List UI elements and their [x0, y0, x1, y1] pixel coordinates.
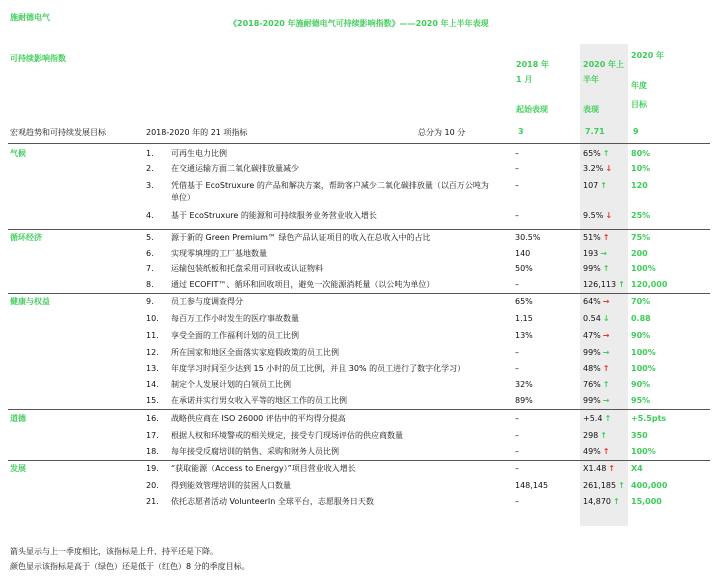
current-value-cell — [583, 480, 625, 492]
indicator-name: 在交通运输方面二氧化碳排放量减少 — [171, 164, 299, 173]
target-value: 100% — [631, 264, 656, 273]
table-row — [0, 296, 722, 310]
start-value: – — [515, 364, 519, 373]
current-value-cell — [583, 279, 625, 291]
divider-circular — [8, 229, 710, 230]
target-value: 80% — [631, 149, 651, 158]
start-value: 1.15 — [515, 314, 533, 323]
col-header-2020-line2: 半年 — [583, 75, 599, 84]
target-value: 75% — [631, 233, 651, 242]
indicator-number: 4. — [146, 211, 154, 220]
col-header-target — [631, 48, 664, 112]
brand-name: 施耐德电气 — [10, 13, 50, 22]
indicator-number: 15. — [146, 396, 159, 405]
start-value: – — [515, 414, 519, 423]
table-row — [0, 395, 722, 409]
indicator-name: 战略供应商在 ISO 26000 评估中的平均得分提高 — [171, 414, 346, 423]
indicator-number: 20. — [146, 481, 159, 490]
table-row — [0, 248, 722, 262]
summary-current-score: 7.71 — [585, 127, 605, 136]
indicator-name: 依托志愿者活动 VolunteerIn 全球平台，志愿服务日天数 — [171, 497, 374, 506]
current-value-cell — [583, 363, 609, 375]
indicator-number: 7. — [146, 264, 154, 273]
trend-arrow-icon: → — [602, 331, 610, 340]
current-value-cell — [583, 379, 609, 391]
section-title: 可持续影响指数 — [10, 54, 66, 63]
trend-arrow-icon: ↑ — [600, 431, 607, 440]
table-row — [0, 413, 722, 427]
current-value-cell — [583, 395, 609, 407]
table-row — [0, 232, 722, 246]
trend-arrow-icon: ↑ — [602, 264, 610, 273]
indicator-number: 6. — [146, 249, 154, 258]
indicator-number: 9. — [146, 297, 154, 306]
category-label: 循环经济 — [10, 233, 42, 242]
summary-target-score: 9 — [633, 127, 639, 136]
table-row — [0, 463, 722, 477]
current-value: X1.48 — [583, 464, 607, 473]
trend-arrow-icon: → — [602, 297, 610, 306]
table-row — [0, 330, 722, 344]
trend-arrow-icon: ↑ — [618, 280, 625, 289]
target-value: 0.88 — [631, 314, 651, 323]
table-row — [0, 430, 722, 444]
start-value: – — [515, 181, 519, 190]
current-value-cell — [583, 446, 609, 458]
start-value: 13% — [515, 331, 533, 340]
trend-arrow-icon: ↑ — [602, 380, 610, 389]
indicator-number: 11. — [146, 331, 159, 340]
indicator-name: 源于新的 Green Premium™ 绿色产品认证项目的收入在总收入中的占比 — [171, 233, 431, 242]
indicator-name: 在承诺并实行男女收入平等的地区工作的员工比例 — [171, 396, 347, 405]
indicator-number: 14. — [146, 380, 159, 389]
indicator-number: 16. — [146, 414, 159, 423]
indicator-number: 21. — [146, 497, 159, 506]
divider-ethics — [8, 409, 710, 410]
trend-arrow-icon: ↑ — [613, 497, 620, 506]
current-value: 48% — [583, 364, 601, 373]
target-value: 95% — [631, 396, 651, 405]
current-value-cell — [583, 248, 607, 260]
target-value: 350 — [631, 431, 648, 440]
table-row — [0, 313, 722, 327]
current-value: 47% — [583, 331, 601, 340]
indicator-name: 根据人权和环境警戒的相关规定，接受专门现场评估的供应商数量 — [171, 431, 403, 440]
current-value: 261,185 — [583, 481, 617, 490]
current-value: 193 — [583, 249, 599, 258]
category-label: 发展 — [10, 464, 26, 473]
current-value: 298 — [583, 431, 599, 440]
category-label: 道德 — [10, 414, 26, 423]
target-value: 200 — [631, 249, 648, 258]
current-value: 64% — [583, 297, 601, 306]
indicator-number: 5. — [146, 233, 154, 242]
target-value: 120 — [631, 181, 648, 190]
table-row — [0, 446, 722, 460]
indicator-name: 员工参与度调查得分 — [171, 297, 243, 306]
divider-climate — [8, 143, 710, 144]
start-value: – — [515, 431, 519, 440]
current-value-cell — [583, 313, 610, 325]
indicator-name: 制定个人发展计划的白领员工比例 — [171, 380, 291, 389]
category-label: 健康与权益 — [10, 297, 50, 306]
indicator-number: 2. — [146, 164, 154, 173]
table-row — [0, 347, 722, 361]
col-header-2018-line1: 2018 年 — [516, 60, 550, 69]
indicator-number: 10. — [146, 314, 159, 323]
table-row — [0, 148, 722, 162]
target-value: 25% — [631, 211, 651, 220]
indicator-name: 实现零填埋的工厂基地数量 — [171, 249, 267, 258]
target-value: 100% — [631, 364, 656, 373]
current-value: 76% — [583, 380, 601, 389]
indicator-name: 通过 ECOFIT™、循环和回收项目，避免一次能源消耗量（以公吨为单位） — [171, 280, 435, 289]
summary-total: 总分为 10 分 — [418, 128, 466, 137]
current-value-cell — [583, 263, 609, 275]
start-value: – — [515, 280, 519, 289]
table-row — [0, 163, 722, 177]
current-value-cell — [583, 463, 615, 475]
current-value: +5.4 — [583, 414, 603, 423]
trend-arrow-icon: ↓ — [605, 211, 613, 220]
start-value: – — [515, 497, 519, 506]
current-value-cell — [583, 232, 609, 244]
current-value-cell — [583, 163, 612, 175]
start-value: 140 — [515, 249, 531, 258]
target-value: 100% — [631, 348, 656, 357]
page-title: 《2018-2020 年施耐德电气可持续影响指数》——2020 年上半年表现 — [229, 19, 489, 28]
current-value: 126,113 — [583, 280, 617, 289]
indicator-name: 运输包装纸板和托盘采用可回收或认证物料 — [171, 264, 323, 273]
trend-arrow-icon: → — [600, 249, 607, 258]
trend-arrow-icon: ↑ — [602, 447, 610, 456]
footnote-arrows: 箭头显示与上一季度相比，该指标是上升、持平还是下降。 — [10, 547, 218, 556]
trend-arrow-icon: ↑ — [604, 414, 612, 423]
current-value-cell — [583, 347, 609, 359]
indicator-number: 18. — [146, 447, 159, 456]
table-row — [0, 363, 722, 377]
trend-arrow-icon: ↑ — [602, 149, 610, 158]
col-header-2018-line2: 1 月 — [516, 75, 533, 84]
table-row — [0, 263, 722, 277]
col-header-2018-line3: 起始表现 — [516, 105, 548, 114]
col-header-2020-line1: 2020 年上 — [583, 60, 625, 69]
trend-arrow-icon: ↓ — [605, 164, 613, 173]
indicator-number: 1. — [146, 149, 154, 158]
footnote-colors: 颜色显示该指标是高于（绿色）还是低于（红色）8 分的季度目标。 — [10, 562, 250, 571]
current-value: 3.2% — [583, 164, 604, 173]
current-value-cell — [583, 430, 607, 442]
start-value: 65% — [515, 297, 533, 306]
col-header-2020-line3: 表现 — [583, 105, 599, 114]
indicator-name: 基于 EcoStruxure 的能源和可持续服务业务营业收入增长 — [171, 211, 377, 220]
indicator-name: 每百万工作小时发生的医疗事故数量 — [171, 314, 299, 323]
trend-arrow-icon: → — [602, 396, 610, 405]
target-value: 400,000 — [631, 481, 668, 490]
current-value-cell — [583, 330, 609, 342]
indicator-name: 所在国家和地区全面落实家庭假政策的员工比例 — [171, 348, 339, 357]
trend-arrow-icon: ↑ — [600, 181, 607, 190]
current-value: 51% — [583, 233, 601, 242]
table-row — [0, 480, 722, 494]
summary-label: 宏观趋势和可持续发展目标 — [10, 128, 106, 137]
indicator-name: “获取能源（Access to Energy）”项目营业收入增长 — [171, 464, 356, 473]
trend-arrow-icon: → — [602, 348, 610, 357]
indicator-number: 3. — [146, 181, 154, 190]
current-value: 14,870 — [583, 497, 611, 506]
start-value: – — [515, 164, 519, 173]
indicator-number: 19. — [146, 464, 159, 473]
col-header-target-line3: 目标 — [631, 100, 647, 109]
start-value: – — [515, 348, 519, 357]
indicator-name: 得到能效管理培训的贫困人口数量 — [171, 481, 291, 490]
current-value: 99% — [583, 264, 601, 273]
start-value: – — [515, 211, 519, 220]
trend-arrow-icon: ↓ — [602, 314, 610, 323]
start-value: – — [515, 464, 519, 473]
divider-health — [8, 293, 710, 294]
target-value: 15,000 — [631, 497, 662, 506]
summary-indicators: 2018-2020 年的 21 项指标 — [146, 128, 248, 137]
trend-arrow-icon: ↑ — [602, 364, 610, 373]
trend-arrow-icon: ↑ — [608, 464, 615, 473]
target-value: 90% — [631, 331, 651, 340]
indicator-number: 13. — [146, 364, 159, 373]
start-value: 32% — [515, 380, 533, 389]
target-value: 10% — [631, 164, 651, 173]
target-value: 100% — [631, 447, 656, 456]
divider-development — [8, 460, 710, 461]
col-header-target-line1: 2020 年 — [631, 51, 665, 60]
target-value: 90% — [631, 380, 651, 389]
current-value-cell — [583, 148, 609, 160]
current-value: 9.5% — [583, 211, 604, 220]
target-value: X4 — [631, 464, 643, 473]
current-value-cell — [583, 413, 611, 425]
current-value: 99% — [583, 396, 601, 405]
current-value: 65% — [583, 149, 601, 158]
indicator-number: 12. — [146, 348, 159, 357]
current-value: 0.54 — [583, 314, 601, 323]
table-row — [0, 496, 722, 510]
indicator-name: 凭借基于 EcoStruxure 的产品和解决方案，帮助客户减少二氧化碳排放量（以百万公吨为 — [171, 181, 489, 190]
indicator-number: 8. — [146, 280, 154, 289]
start-value: – — [515, 447, 519, 456]
current-value: 99% — [583, 348, 601, 357]
trend-arrow-icon: ↑ — [602, 233, 610, 242]
table-row — [0, 379, 722, 393]
summary-start-score: 3 — [518, 127, 524, 136]
indicator-name-cont: 单位） — [171, 193, 195, 202]
indicator-name: 年度学习时间至少达到 15 小时的员工比例，并且 30% 的员工进行了数字化学习） — [171, 364, 466, 373]
indicator-name: 享受全面的工作福利计划的员工比例 — [171, 331, 299, 340]
current-value: 49% — [583, 447, 601, 456]
table-row — [0, 180, 722, 202]
target-value: 70% — [631, 297, 651, 306]
current-value-cell — [583, 496, 620, 508]
indicator-name: 每年接受反腐培训的销售、采购和财务人员比例 — [171, 447, 339, 456]
current-value-cell — [583, 296, 609, 308]
trend-arrow-icon: ↑ — [618, 481, 625, 490]
category-label: 气候 — [10, 149, 26, 158]
col-header-2020 — [583, 57, 624, 117]
target-value: 120,000 — [631, 280, 668, 289]
start-value: 30.5% — [515, 233, 541, 242]
indicator-name: 可再生电力比例 — [171, 149, 227, 158]
table-row — [0, 279, 722, 293]
target-value: +5.5pts — [631, 414, 667, 423]
start-value: 89% — [515, 396, 533, 405]
start-value: 50% — [515, 264, 533, 273]
indicator-number: 17. — [146, 431, 159, 440]
current-value-cell — [583, 210, 612, 222]
start-value: 148,145 — [515, 481, 549, 490]
col-header-2018 — [516, 57, 549, 117]
current-value-cell — [583, 180, 607, 192]
start-value: – — [515, 149, 519, 158]
current-value: 107 — [583, 181, 599, 190]
col-header-target-line2: 年度 — [631, 81, 647, 90]
table-row — [0, 210, 722, 224]
